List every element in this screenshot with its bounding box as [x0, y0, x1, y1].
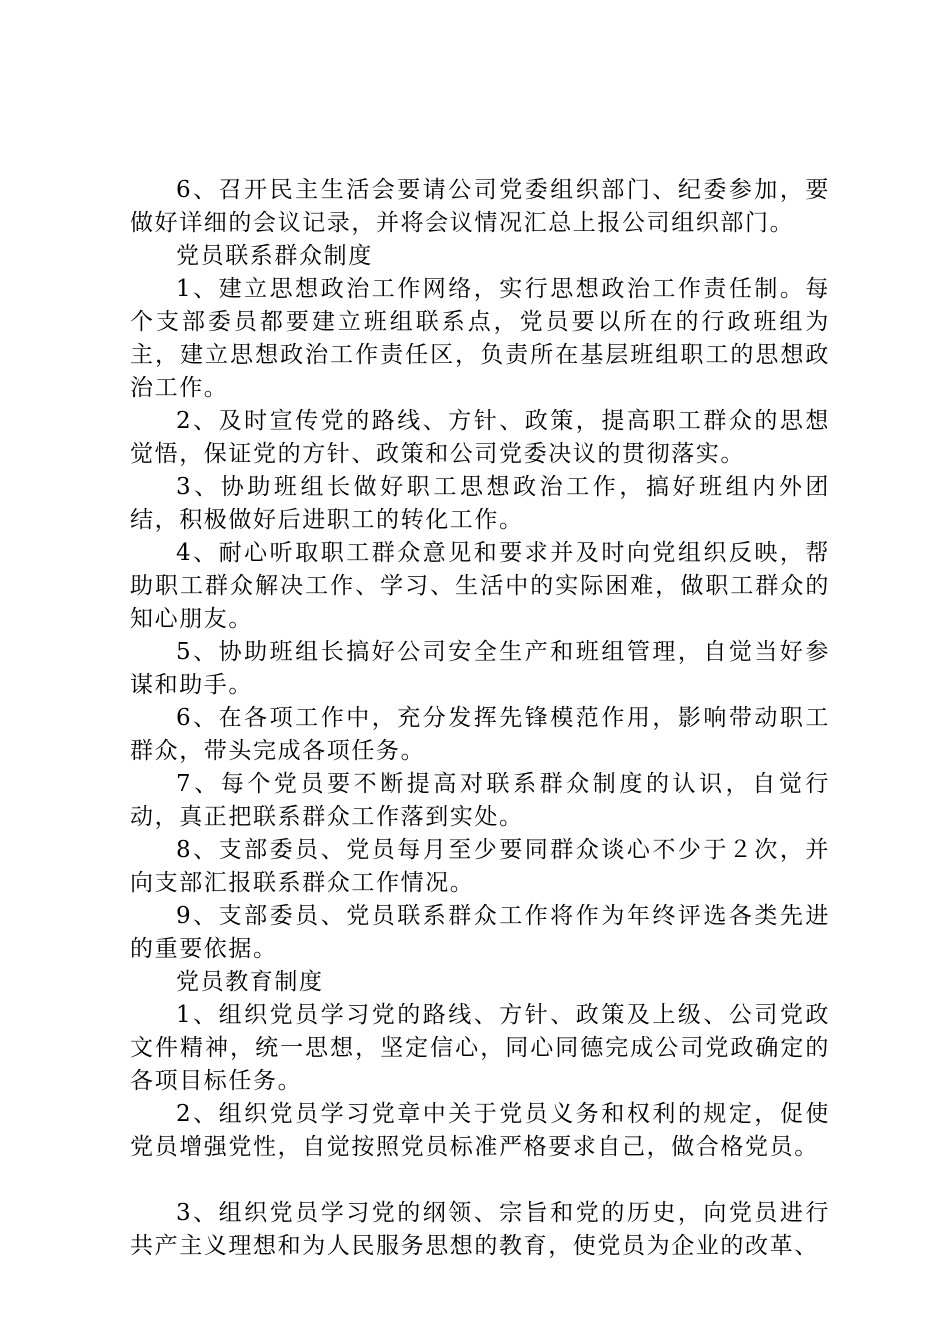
paragraph: 2、及时宣传党的路线、方针、政策，提高职工群众的思想觉悟，保证党的方针、政策和公司党委决议的贯彻落实。 — [130, 408, 830, 467]
paragraph: 1、建立思想政治工作网络，实行思想政治工作责任制。每个支部委员都要建立班组联系点，党员要以所在的行政班组为主，建立思想政治工作责任区，负责所在基层班组职工的思想政治工作。 — [130, 276, 830, 401]
paragraph: 2、组织党员学习党章中关于党员义务和权利的规定，促使党员增强党性，自觉按照党员标准严格要求自己，做合格党员。 — [130, 1101, 830, 1160]
document-body — [130, 174, 830, 1263]
paragraph: 1、组织党员学习党的路线、方针、政策及上级、公司党政文件精神，统一思想，坚定信心，同心同德完成公司党政确定的各项目标任务。 — [130, 1002, 830, 1094]
section-heading: 党员教育制度 — [176, 969, 324, 995]
section-heading: 党员联系群众制度 — [176, 243, 373, 269]
paragraph: 9、支部委员、党员联系群众工作将作为年终评选各类先进的重要依据。 — [130, 903, 830, 962]
paragraph: 3、协助班组长做好职工思想政治工作，搞好班组内外团结，积极做好后进职工的转化工作。 — [130, 474, 830, 533]
paragraph: 4、耐心听取职工群众意见和要求并及时向党组织反映，帮助职工群众解决工作、学习、生活中的实际困难，做职工群众的知心朋友。 — [130, 540, 830, 632]
blank-line — [130, 1164, 830, 1197]
paragraph: 3、组织党员学习党的纲领、宗旨和党的历史，向党员进行共产主义理想和为人民服务思想的教育，使党员为企业的改革、 — [130, 1200, 830, 1259]
paragraph: 8、支部委员、党员每月至少要同群众谈心不少于２次，并向支部汇报联系群众工作情况。 — [130, 837, 830, 896]
paragraph: 5、协助班组长搞好公司安全生产和班组管理，自觉当好参谋和助手。 — [130, 639, 830, 698]
paragraph: 7、每个党员要不断提高对联系群众制度的认识，自觉行动，真正把联系群众工作落到实处。 — [130, 771, 830, 830]
paragraph: 6、在各项工作中，充分发挥先锋模范作用，影响带动职工群众，带头完成各项任务。 — [130, 705, 830, 764]
paragraph: 6、召开民主生活会要请公司党委组织部门、纪委参加，要做好详细的会议记录，并将会议情况汇总上报公司组织部门。 — [130, 177, 830, 236]
